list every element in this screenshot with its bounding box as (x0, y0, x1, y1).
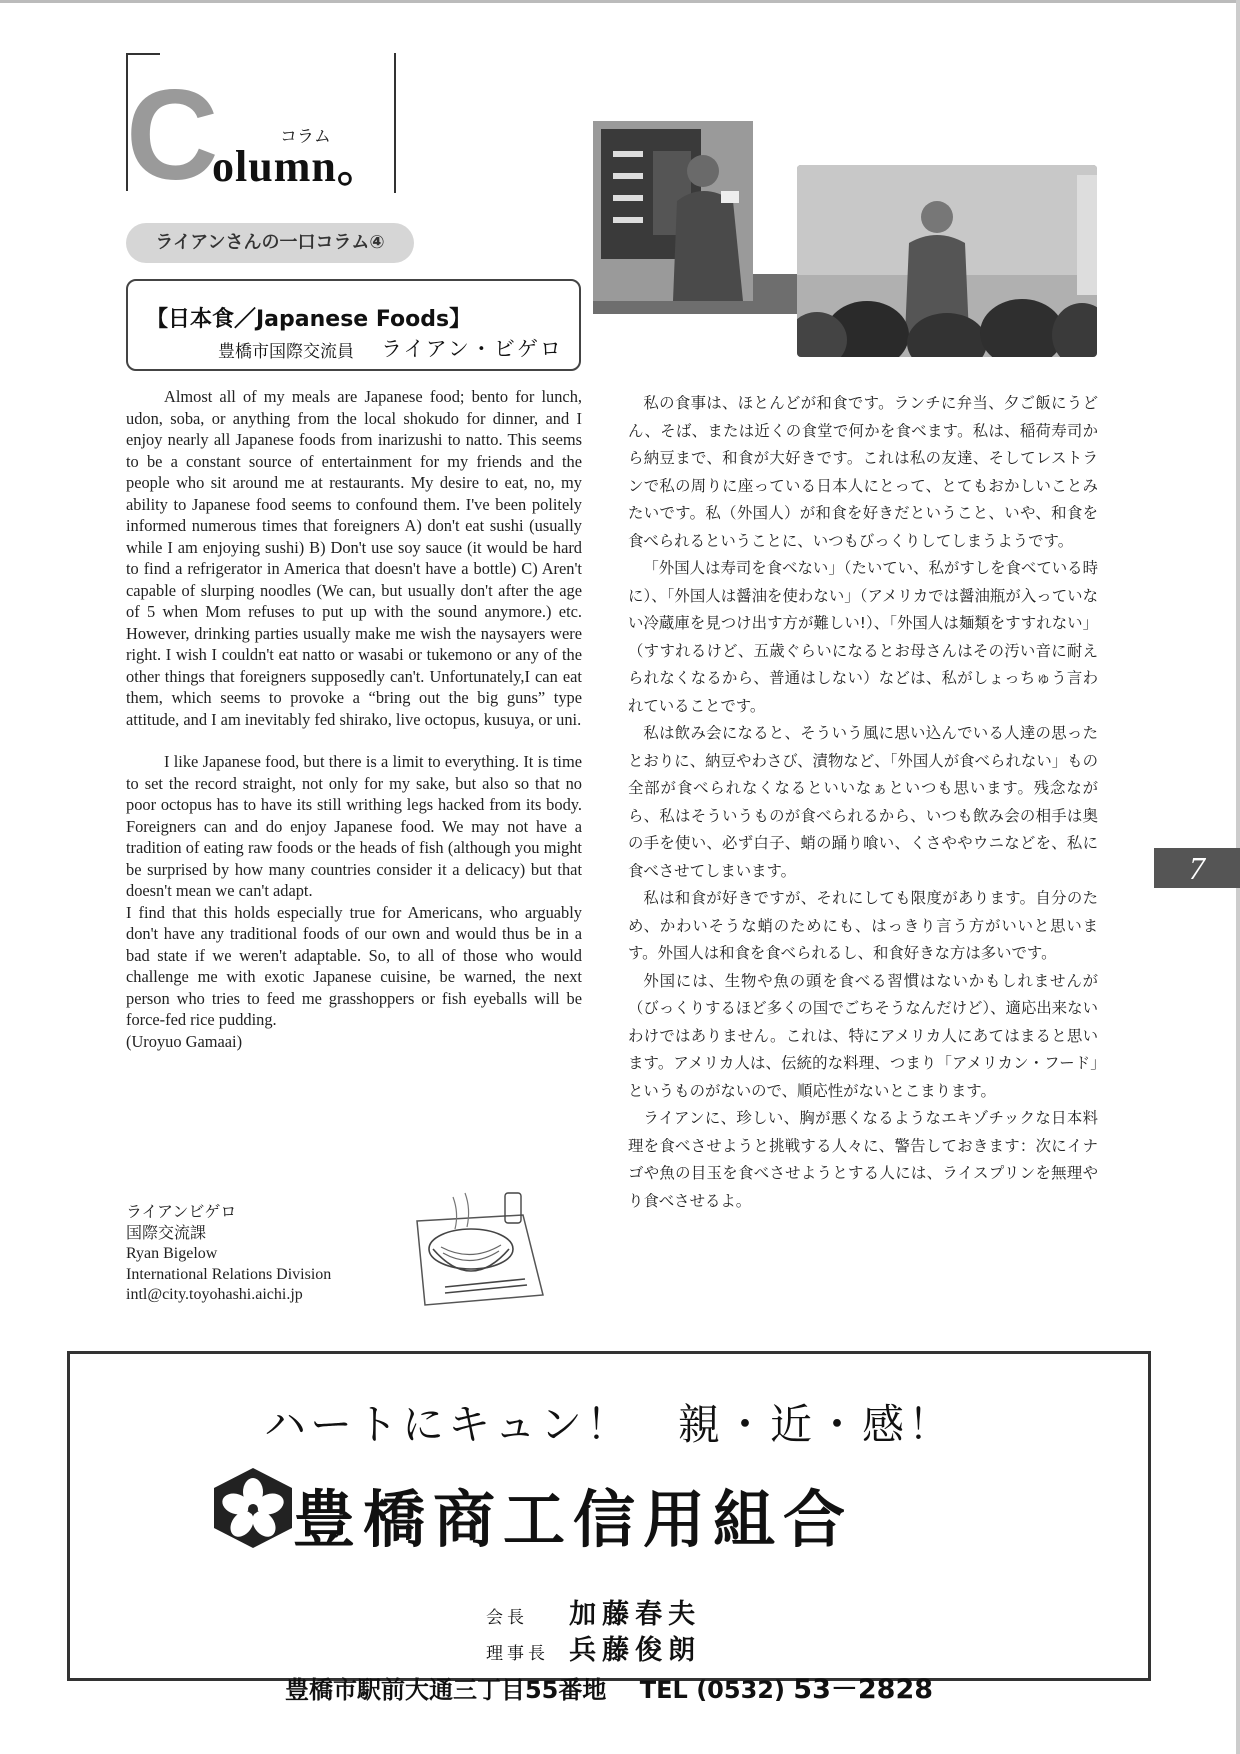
signature-dept-en: International Relations Division (126, 1265, 332, 1283)
ad-slogan: ハートにキュン！ 親・近・感！ (263, 1400, 954, 1449)
signature-email: intl@city.toyohashi.aichi.jp (126, 1286, 303, 1303)
ad-address: 豊橋市駅前大通三丁目55番地 (284, 1676, 607, 1704)
author-signature (126, 1203, 331, 1306)
english-paragraph-1: Almost all of my meals are Japanese food; bento for lunch, udon, soba, or anything from the local shokudo for dinner, and I enjoy nearly all Japanese foods from inarizushi to natto. This seems to be a constant source of entertainment for my friends and the people who sit around me at restaurants. My desire to eat, no, my ability to Japanese food seems to confound them. I've been politely informed numerous times that foreigners A) don't eat sushi (usually while I am enjoying sushi) B) Don't use soy sauce (it would be hard to find a refrigerator in America that doesn't have a bottle) C) Aren't capable of slurping noodles (We can, but usually don't after the age of 5 when Mom refuses to put up with the sound anymore.) etc. However, drinking parties usually make me wish the naysayers were right. I wish I couldn't eat natto or wasabi or tukemono or any of the other things that foreigners supposedly can't. Unfortunately,I can eat them, which seems to provoke a “bring out the big guns” type attitude, and I am inevitably fed shirako, live octopus, kusuya, or uni. (126, 387, 582, 729)
ad-tel-number: 53－2828 (793, 1674, 934, 1705)
ad-director-row (486, 1628, 701, 1667)
signature-name-en: Ryan Bigelow (126, 1245, 218, 1262)
ad-address-line (67, 1667, 1151, 1706)
signature-dept-jp: 国際交流課 (126, 1224, 207, 1242)
japanese-paragraph-1: 私の食事は、ほとんどが和食です。ランチに弁当、夕ご飯にうどん、そば、または近くの食堂で何かを食べます。私は、稲荷寿司から納豆まで、和食が大好きです。これは私の友達、そしてレストランで私の周りに座っている日本人にとって、とてもおかしいことみたいです。私（外国人）が和食を好きだということ、いや、和食を食べられるということに、いつもびっくりしてしまうようです。 (628, 394, 1098, 550)
article-title: 【日本食／Japanese Foods】 (146, 307, 472, 332)
japanese-paragraph-5: 外国には、生物や魚の頭を食べる習慣はないかもしれませんが（びっくりするほど多くの国でごちそうなんだけど）、適応出来ないわけではありません。これは、特にアメリカ人にあてはまると思います。アメリカ人は、伝統的な料理、つまり「アメリカン・フード」というものがないので、順応性がないとこまります。 (628, 971, 1098, 1100)
japanese-paragraph-6: ライアンに、珍しい、胸が悪くなるようなエキゾチックな日本料理を食べさせようと挑戦する人々に、警告しておきます：次にイナゴや魚の目玉を食べさせようとする人には、ライスプリンを無理やり食べさせるよ。 (628, 1109, 1098, 1210)
ad-company-name: 豊橋商工信用組合 (293, 1483, 854, 1556)
ad-tel-area: (0532) (696, 1676, 785, 1704)
photo-classroom (797, 165, 1097, 357)
english-paragraph-2: I like Japanese food, but there is a limit to everything. It is time to set the record straight, not only for my sake, but also so that no poor octopus has to have its still writhing legs hacked from its body. Foreigners can and do enjoy Japanese food. We may not have a tradition of eating raw foods or the heads of fish (although you might be surprised by how many countries consider it a delicacy) but that doesn't mean we can't adapt. (126, 752, 582, 900)
english-article (126, 386, 582, 1052)
english-paragraph-4: (Uroyuo Gamaai) (126, 1031, 243, 1051)
ad-tel-label: TEL (639, 1676, 688, 1704)
noodle-bowl-illustration (405, 1183, 555, 1308)
column-logo-letter: C (126, 64, 219, 207)
japanese-paragraph-4: 私は和食が好きですが、それにしても限度があります。自分のため、かわいそうな蛸のためにも、はっきり言う方がいいと思います。外国人は和食を食べられるし、和食好きな方は多いです。 (628, 889, 1098, 962)
ad-chairman-name: 加藤春夫 (569, 1599, 702, 1630)
author-name: ライアン・ビゲロ (381, 337, 563, 361)
author-affiliation: 豊橋市国際交流員 (218, 342, 354, 362)
scan-edge-top (0, 0, 1240, 3)
english-paragraph-3: I find that this holds especially true for Americans, who arguably don't have any traditional foods of our own and would thus be in a bad state if we weren't adaptable. So, to all of those who would challenge me with exotic Japanese cuisine, be warned, the next person who tries to feed me grasshoppers or fish eyeballs will be force-fed rice pudding. (126, 902, 582, 1029)
hibiscus-logo-icon (210, 1466, 296, 1550)
signature-name-jp: ライアンビゲロ (126, 1204, 237, 1221)
ad-role-director: 理事長 (486, 1644, 549, 1664)
japanese-paragraph-2: 「外国人は寿司を食べない」（たいてい、私がすしを食べている時に）、「外国人は醤油を使わない」（アメリカでは醤油瓶が入っていない冷蔵庫を見つけ出す方が難しい!）、「外国人は麺類をすすれない」（すすれるけど、五歳ぐらいになるとお母さんはその汚い音に耐えられなくなるから、普通はしない）などは、私がしょっちゅう言われていることです。 (628, 559, 1098, 715)
page-number: 7 (1154, 848, 1240, 888)
photo-presenter-slide (593, 121, 753, 301)
japanese-paragraph-3: 私は飲み会になると、そういう風に思い込んでいる人達の思ったとおりに、納豆やわさび、漬物など、「外国人が食べられない」もの全部が食べられなくなるといいなぁといつも思います。残念ながら、私はそういうものが食べられるから、いつも飲み会の相手は奥の手を使い、必ず白子、蛸の踊り喰い、くさややウニなどを、私に食べさせてしまいます。 (628, 724, 1098, 880)
column-logo-text: olumn。 (212, 142, 382, 191)
japanese-article (628, 390, 1098, 1215)
ad-director-name: 兵藤俊朗 (569, 1635, 702, 1666)
ad-chairman-row (486, 1592, 701, 1631)
ad-role-chairman: 会長 (486, 1608, 528, 1628)
series-badge: ライアンさんの一口コラム④ (126, 223, 414, 263)
column-logo-kana: コラム (280, 127, 331, 147)
